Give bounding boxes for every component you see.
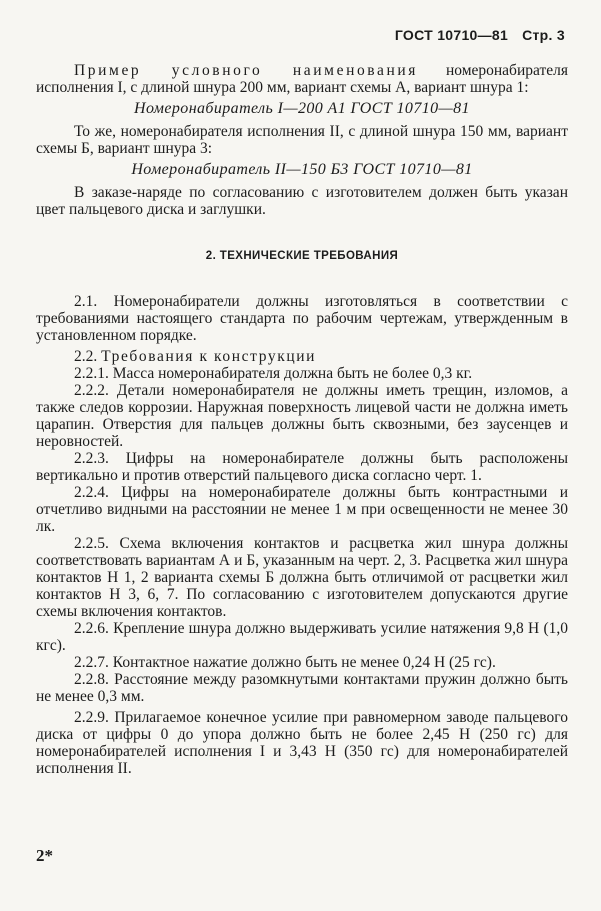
intro-paragraph-1: [36, 62, 568, 96]
clause-2-2-6: 2.2.6. Крепление шнура должно выдерживать усилие натяжения 9,8 Н (1,0 кгс).: [36, 620, 568, 654]
clause-2-2-2: 2.2.2. Детали номеронабирателя не должны иметь трещин, изломов, а также следов коррозии. Наружная поверхность лицевой части не должна иметь царапин. Отверстия для пальцев должны быть сквозными, без заусенцев и неровностей.: [36, 382, 568, 450]
clause-2-2-number: 2.2.: [74, 348, 102, 365]
page-header: [395, 27, 565, 43]
designation-example-2: Номеронабиратель II—150 Б3 ГОСТ 10710—81: [131, 161, 473, 178]
clause-2-1: 2.1. Номеронабиратели должны изготовляться в соответствии с требованиями настоящего стандарта по рабочим чертежам, утвержденным в установленном порядке.: [36, 293, 568, 344]
designation-example-1: Номеронабиратель I—200 А1 ГОСТ 10710—81: [134, 100, 470, 117]
clause-2-2-5: 2.2.5. Схема включения контактов и расцветка жил шнура должны соответствовать вариантам А и Б, указанным на черт. 2, 3. Расцветка жил шнура контактов Н 1, 2 варианта схемы Б должна быть отличимой от расцветки жил контактов Н 3, 6, 7. По согласованию с изготовителем допускаются другие схемы включения контактов.: [36, 535, 568, 620]
intro-paragraph-3: В заказе-наряде по согласованию с изготовителем должен быть указан цвет пальцевого диска и заглушки.: [36, 184, 568, 218]
intro-paragraph-2: То же, номеронабирателя исполнения II, с длиной шнура 150 мм, вариант схемы Б, вариант шнура 3:: [36, 123, 568, 157]
clause-2-2: [36, 348, 568, 365]
clause-2-2-8: 2.2.8. Расстояние между разомкнутыми контактами пружин должно быть не менее 0,3 мм.: [36, 671, 568, 705]
document-body: [36, 62, 568, 777]
clause-2-2-heading: Требования к конструкции: [101, 348, 317, 365]
spaced-lead: Пример условного наименования: [74, 62, 419, 79]
signature-mark: 2*: [36, 846, 53, 865]
page-number: Стр. 3: [522, 27, 565, 43]
clause-2-2-7: 2.2.7. Контактное нажатие должно быть не менее 0,24 Н (25 гс).: [74, 654, 496, 671]
clause-2-2-4: 2.2.4. Цифры на номеронабирателе должны быть контрастными и отчетливо видными на расстоянии не менее 1 м при освещенности не менее 30 лк.: [36, 484, 568, 535]
clause-2-2-3: 2.2.3. Цифры на номеронабирателе должны быть расположены вертикально и против отверстий пальцевого диска согласно черт. 1.: [36, 450, 568, 484]
clause-2-2-9: 2.2.9. Прилагаемое конечное усилие при равномерном заводе пальцевого диска от цифры 0 до упора должно быть не более 2,45 Н (250 гс) для номеронабирателей исполнения I и 3,43 Н (350 гс) для номеронабирателей исполнения II.: [36, 709, 568, 777]
section-title: 2. ТЕХНИЧЕСКИЕ ТРЕБОВАНИЯ: [205, 250, 399, 262]
standard-number: ГОСТ 10710—81: [394, 27, 509, 43]
clause-2-2-1: 2.2.1. Масса номеронабирателя должна быть не более 0,3 кг.: [74, 365, 473, 382]
intro-paragraph-1-rest: номеронабирателя исполнения I, с длиной шнура 200 мм, вариант схемы А, вариант шнура 1:: [36, 62, 568, 96]
